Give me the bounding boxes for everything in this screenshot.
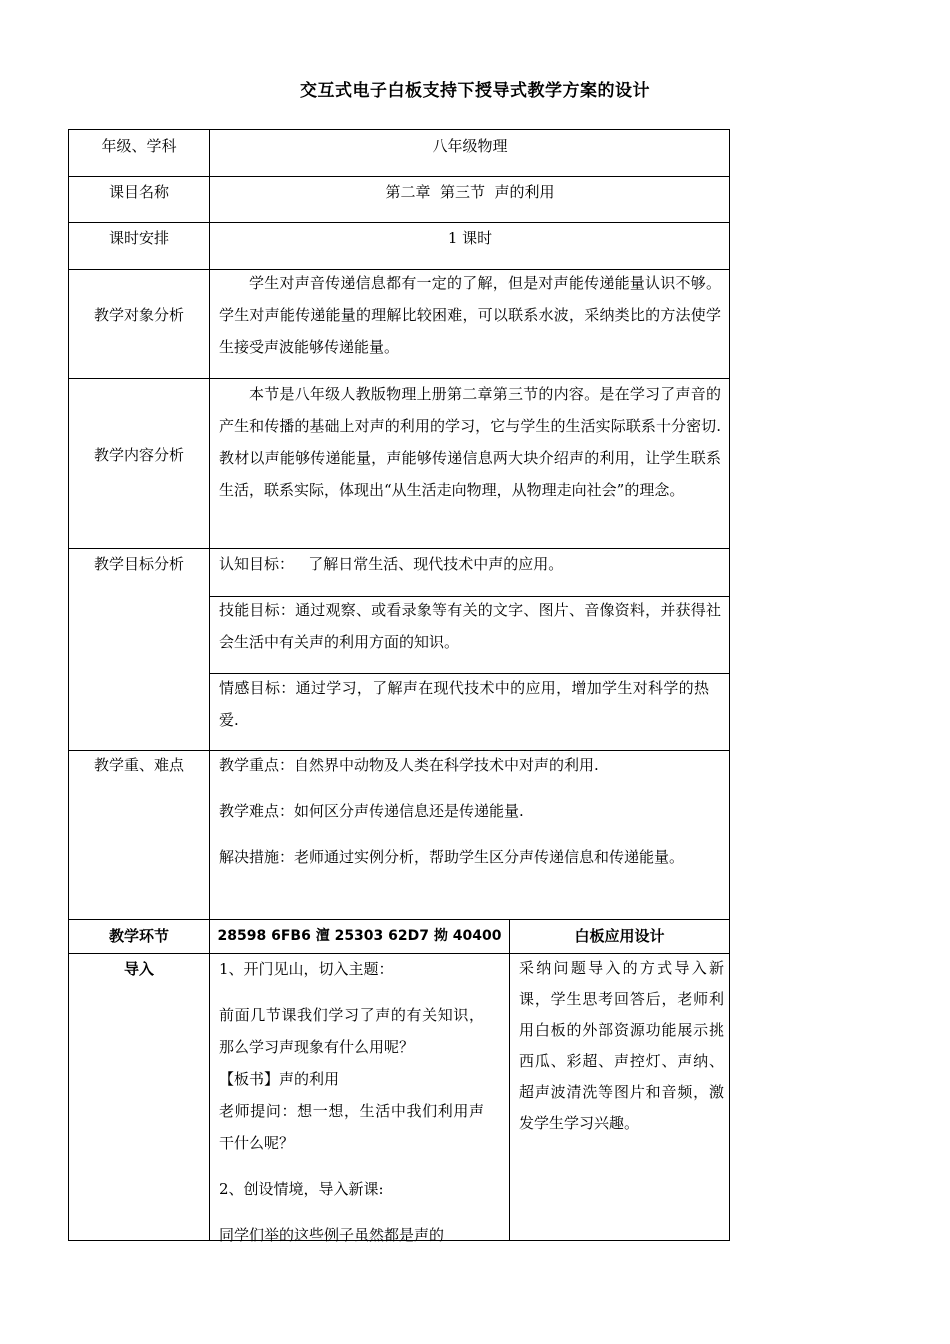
activity-step: 前面几节课我们学习了声的有关知识，那么学习声现象有什么用呢？ [219,1006,484,1056]
content-label: 教学内容分析 [93,446,184,464]
col-divider-label [209,130,210,1240]
stage-intro: 导入 [123,960,154,978]
lesson-plan-table [68,129,730,1244]
document-title: 交互式电子白板支持下授导式教学方案的设计 [300,81,650,101]
difficult-point: 教学难点：如何区分声传递信息还是传递能量. [219,802,524,820]
topic-value: 第二章 第三节 声的利用 [385,183,555,201]
content-text: 本节是八年级人教版物理上册第二章第三节的内容。是在学习了声音的产生和传播的基础上对声的利用的学习，它与学生的生活实际联系十分密切.教材以声能够传递能量，声能够传递信息两大块介绍声的利用，让学生联系生活，联系实际，体现出“从生活走向物理，从物理走向社会”的理念。 [219,385,721,499]
activity-step: 同学们举的这些例子虽然都是声的 [219,1226,445,1244]
goal-cognitive: 认知目标： 了解日常生活、现代技术中声的应用。 [219,555,564,573]
header-whiteboard: 白板应用设计 [574,927,665,945]
key-point: 教学重点：自然界中动物及人类在科学技术中对声的利用. [219,756,599,774]
col-divider-whiteboard [509,919,510,1240]
goal-skill: 技能目标：通过观察、或看录象等有关的文字、图片、音像资料，并获得社会生活中有关声的利用方面的知识。 [219,601,721,651]
activity-step: 老师提问：想一想，生活中我们利用声干什么呢？ [219,1102,484,1152]
learner-text: 学生对声音传递信息都有一定的了解，但是对声能传递能量认识不够。学生对声能传递能量的理解比较困难，可以联系水波，采纳类比的方法使学生接受声波能够传递能量。 [219,274,721,356]
grade-label: 年级、学科 [101,137,177,155]
activities-cell [219,953,484,1251]
topic-label: 课目名称 [108,183,169,201]
goals-label: 教学目标分析 [93,555,184,573]
goal-emotion: 情感目标：通过学习，了解声在现代技术中的应用，增加学生对科学的热爱. [219,679,709,729]
activity-step: 【板书】声的利用 [219,1070,340,1088]
solution: 解决措施：老师通过实例分析，帮助学生区分声传递信息和传递能量。 [219,848,685,866]
whiteboard-design: 采纳问题导入的方式导入新课，学生思考回答后，老师利用白板的外部资源功能展示挑西瓜、彩超、声控灯、声纳、超声波清洗等图片和音频，激发学生学习兴趣。 [519,959,724,1132]
hours-value: 1 课时 [447,229,493,247]
activity-step: 2、创设情境，导入新课: [219,1180,384,1198]
header-stage: 教学环节 [108,927,169,945]
learner-label: 教学对象分析 [93,306,184,324]
hours-label: 课时安排 [108,229,169,247]
header-activities: 28598 6FB6 澶 25303 62D7 拗 40400 [217,928,502,944]
activity-step: 1、开门见山，切入主题： [219,960,394,978]
grade-value: 八年级物理 [432,137,508,155]
key-label: 教学重、难点 [93,756,184,774]
